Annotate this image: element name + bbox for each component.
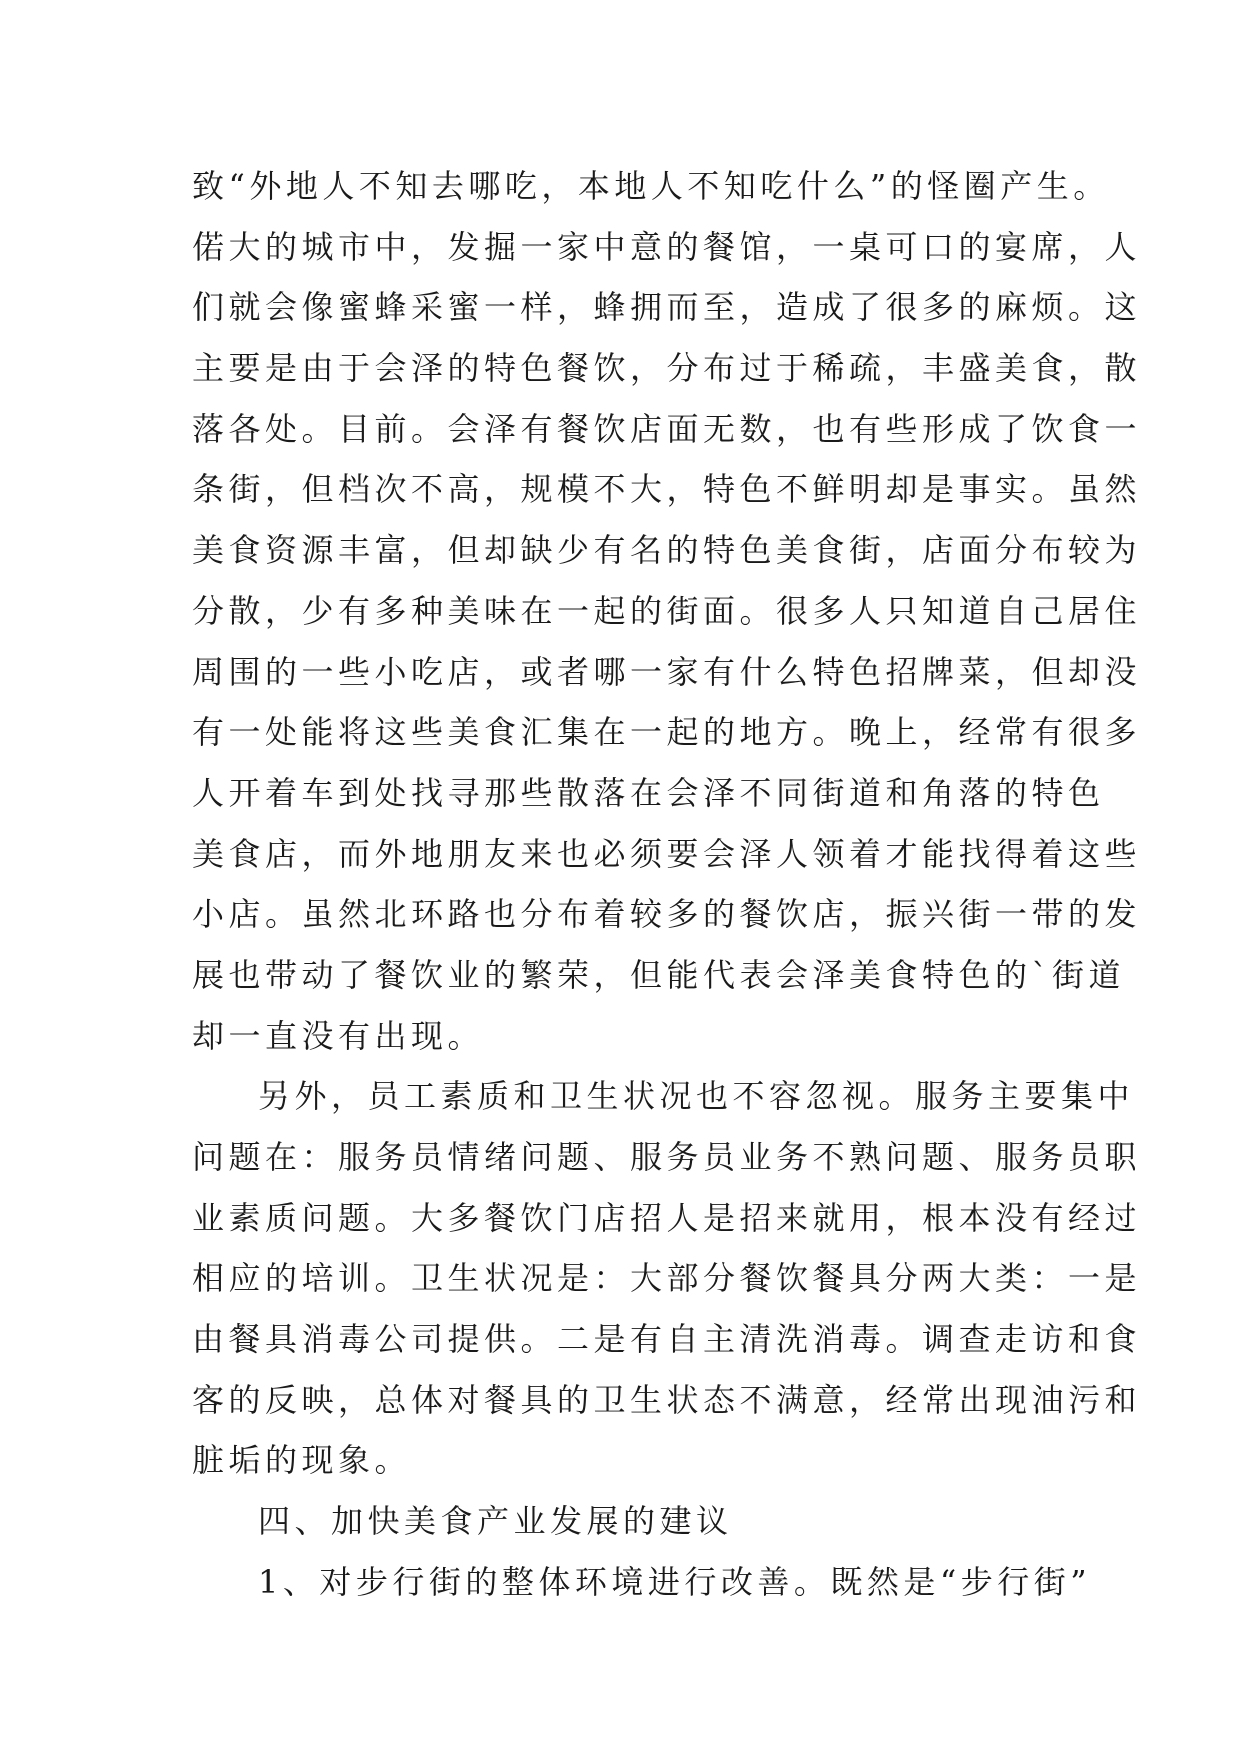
- body-text: [192, 156, 1142, 1613]
- text-line: 由餐具消毒公司提供。二是有自主清洗消毒。调查走访和食: [192, 1320, 1142, 1359]
- text-line: 脏垢的现象。: [192, 1441, 412, 1480]
- text-line: 美食店，而外地朋友来也必须要会泽人领着才能找得着这些: [192, 834, 1142, 873]
- text-line: 致“外地人不知去哪吃，本地人不知吃什么”的怪圈产生。: [192, 167, 1110, 205]
- text-line: 周围的一些小吃店，或者哪一家有什么特色招牌菜，但却没: [192, 652, 1142, 691]
- text-line: 问题在：服务员情绪问题、服务员业务不熟问题、服务员职: [192, 1138, 1142, 1176]
- text-line: 业素质问题。大多餐饮门店招人是招来就用，根本没有经过: [192, 1198, 1142, 1237]
- paragraph-first-line: 另外，员工素质和卫生状况也不容忽视。服务主要集中: [258, 1077, 1135, 1116]
- text-line: 展也带动了餐饮业的繁荣，但能代表会泽美食特色的`街道: [192, 955, 1126, 994]
- text-line: 人开着车到处找寻那些散落在会泽不同街道和角落的特色: [192, 773, 1105, 812]
- text-line: 有一处能将这些美食汇集在一起的地方。晚上，经常有很多: [192, 713, 1142, 752]
- text-line: 却一直没有出现。: [192, 1016, 485, 1055]
- text-line: 落各处。目前。会泽有餐饮店面无数，也有些形成了饮食一: [192, 409, 1142, 448]
- text-line: 主要是由于会泽的特色餐饮，分布过于稀疏，丰盛美食，散: [192, 349, 1142, 388]
- text-line: 相应的培训。卫生状况是：大部分餐饮餐具分两大类：一是: [192, 1259, 1142, 1298]
- text-line: 们就会像蜜蜂采蜜一样，蜂拥而至，造成了很多的麻烦。这: [192, 288, 1142, 327]
- section-heading: 四、加快美食产业发展的建议: [258, 1502, 733, 1541]
- text-line: 偌大的城市中，发掘一家中意的餐馆，一桌可口的宴席，人: [192, 227, 1142, 266]
- text-line: 分散，少有多种美味在一起的街面。很多人只知道自己居住: [192, 591, 1142, 630]
- paragraph-first-line: 1、对步行街的整体环境进行改善。既然是“步行街”: [258, 1562, 1092, 1601]
- text-line: 条街，但档次不高，规模不大，特色不鲜明却是事实。虽然: [192, 470, 1142, 509]
- text-line: 小店。虽然北环路也分布着较多的餐饮店，振兴街一带的发: [192, 895, 1142, 934]
- text-line: 客的反映，总体对餐具的卫生状态不满意，经常出现油污和: [192, 1380, 1142, 1419]
- text-line: 美食资源丰富，但却缺少有名的特色美食街，店面分布较为: [192, 531, 1142, 570]
